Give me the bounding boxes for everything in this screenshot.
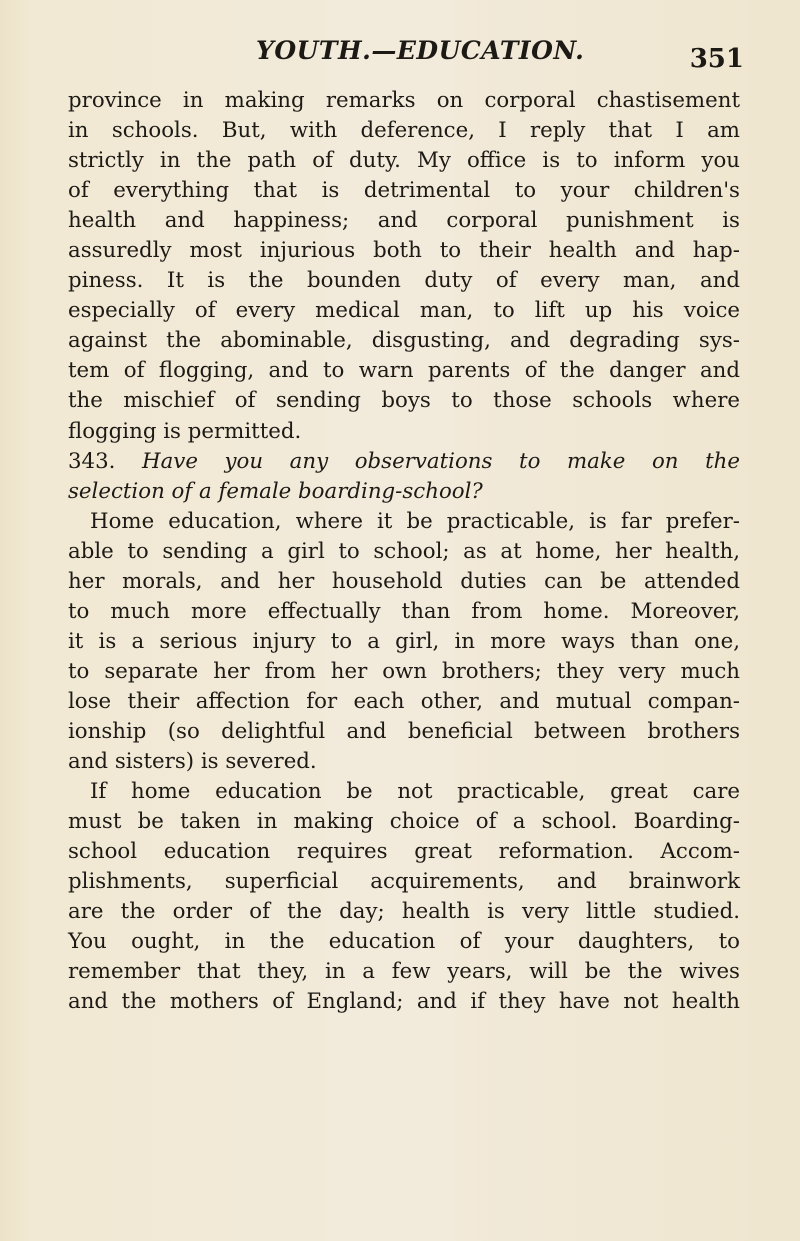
text-line: strictly in the path of duty. My office is to inform you: [68, 148, 740, 174]
text-line: to much more effectually than from home. Moreover,: [68, 598, 740, 624]
text-line: remember that they, in a few years, will be the wives: [68, 959, 740, 985]
text-line: and sisters) is severed.: [68, 749, 317, 775]
text-line: to separate her from her own brothers; they very much: [68, 658, 740, 684]
text-line: health and happiness; and corporal punishment is: [68, 208, 740, 234]
body-text: [68, 86, 740, 1017]
text-line: If home education be not practicable, great care: [90, 779, 740, 805]
text-line: in schools. But, with deference, I reply that I am: [68, 118, 740, 144]
question-text: Have you any observations to make on the: [142, 448, 740, 474]
text-line: You ought, in the education of your daughters, to: [68, 929, 740, 955]
text-line: tem of flogging, and to warn parents of the danger and: [68, 358, 740, 384]
text-line: Home education, where it be practicable, is far prefer-: [90, 508, 740, 534]
text-line: especially of every medical man, to lift up his voice: [68, 298, 740, 324]
text-line: and the mothers of England; and if they have not health: [68, 989, 740, 1015]
text-line: province in making remarks on corporal chastisement: [68, 88, 740, 113]
text-line: plishments, superficial acquirements, and brainwork: [68, 869, 740, 895]
text-line: against the abominable, disgusting, and degrading sys-: [68, 328, 740, 354]
question-line: selection of a female boarding-school?: [68, 478, 483, 504]
running-head: [0, 30, 800, 80]
text-line: able to sending a girl to school; as at home, her health,: [68, 538, 740, 564]
question-number: 343.: [68, 448, 116, 474]
page-number: 351: [689, 44, 744, 74]
text-line: piness. It is the bounden duty of every man, and: [68, 268, 740, 294]
text-line: lose their affection for each other, and mutual compan-: [68, 688, 740, 714]
text-line: assuredly most injurious both to their health and hap-: [68, 238, 740, 264]
text-line: of everything that is detrimental to your children's: [68, 178, 740, 204]
text-line: it is a serious injury to a girl, in more ways than one,: [68, 628, 740, 654]
text-line: flogging is permitted.: [68, 418, 302, 444]
question-line: [68, 447, 740, 477]
running-head-title: YOUTH.—EDUCATION.: [256, 36, 585, 65]
text-line: must be taken in making choice of a school. Boarding-: [68, 809, 740, 835]
text-line: are the order of the day; health is very little studied.: [68, 899, 740, 925]
text-line: the mischief of sending boys to those schools where: [68, 388, 740, 414]
text-line: her morals, and her household duties can be attended: [68, 568, 740, 594]
text-line: school education requires great reformation. Accom-: [68, 839, 740, 865]
text-line: ionship (so delightful and beneficial between brothers: [68, 718, 740, 744]
